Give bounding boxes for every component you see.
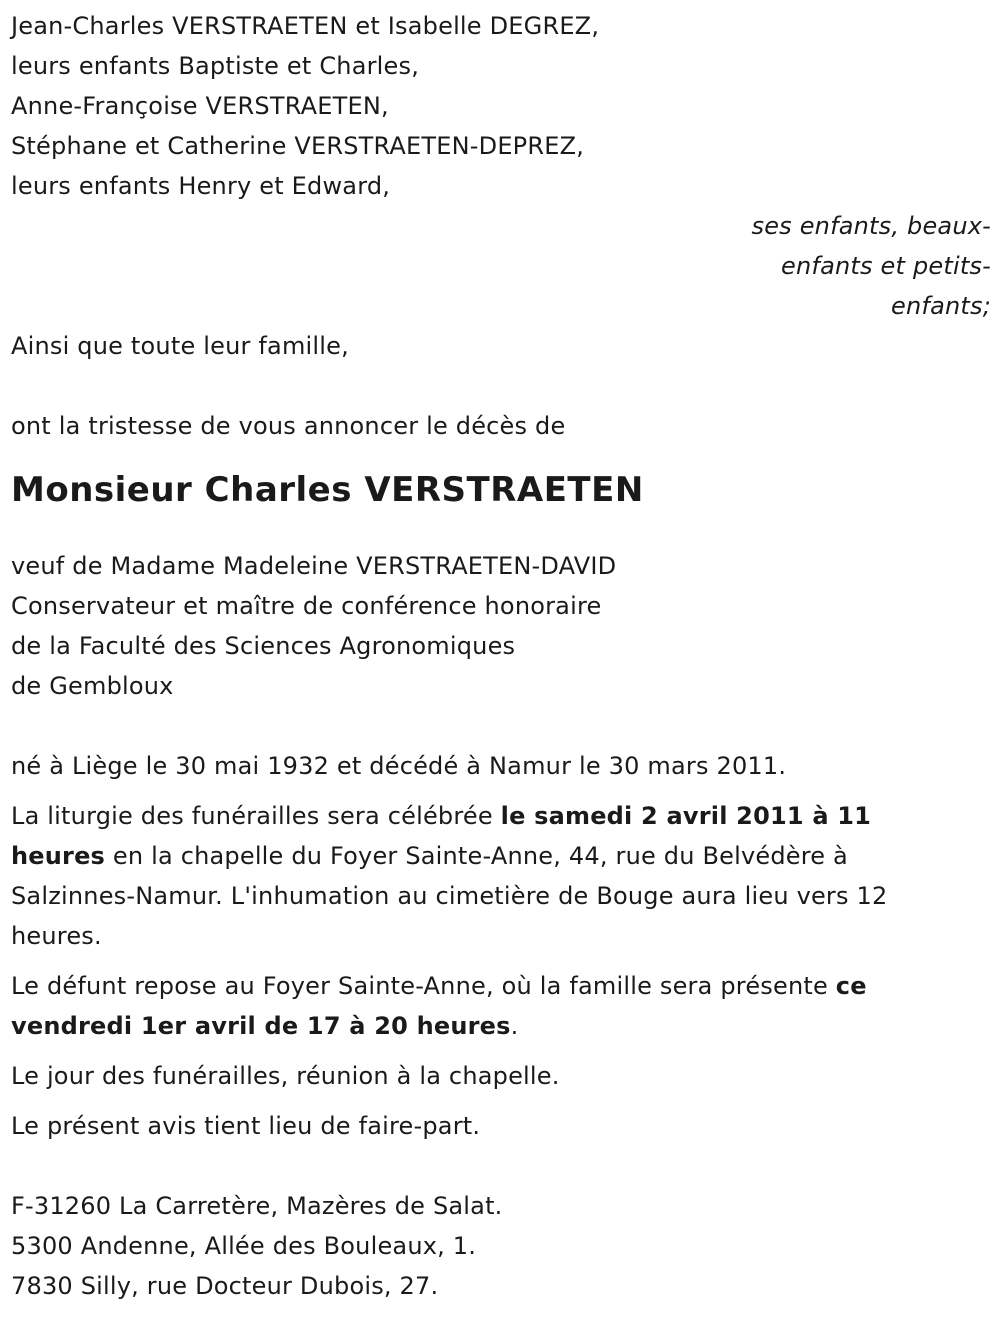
relation-note-line: enfants; <box>891 292 991 320</box>
family-line: leurs enfants Henry et Edward, <box>11 172 391 200</box>
deceased-details <box>11 546 991 706</box>
visitation-info <box>11 966 971 1046</box>
visitation-text: Le défunt repose au Foyer Sainte-Anne, où la famille sera présente <box>11 972 836 1000</box>
address-line: 5300 Andenne, Allée des Bouleaux, 1. <box>11 1232 477 1260</box>
family-line: leurs enfants Baptiste et Charles, <box>11 52 420 80</box>
funeral-info <box>11 796 971 956</box>
relation-note-line: enfants et petits- <box>781 252 991 280</box>
family-line: Anne-Françoise VERSTRAETEN, <box>11 92 389 120</box>
obituary-notice <box>11 6 991 1306</box>
relation-note-line: ses enfants, beaux- <box>751 212 991 240</box>
gathering-info: Le jour des funérailles, réunion à la chapelle. <box>11 1062 560 1090</box>
family-line: Jean-Charles VERSTRAETEN et Isabelle DEGREZ, <box>11 12 600 40</box>
detail-line: Conservateur et maître de conférence honoraire <box>11 592 602 620</box>
detail-line: de Gembloux <box>11 672 174 700</box>
extended-family: Ainsi que toute leur famille, <box>11 332 349 360</box>
announcement-text: ont la tristesse de vous annoncer le décès de <box>11 412 566 440</box>
funeral-text: en la chapelle du Foyer Sainte-Anne, 44, rue du Belvédère à Salzinnes-Namur. L'inhumation au cimetière de Bouge aura lieu vers 12 heures. <box>11 842 888 950</box>
visitation-text: . <box>510 1012 519 1040</box>
relation-note <box>11 206 991 326</box>
family-line: Stéphane et Catherine VERSTRAETEN-DEPREZ, <box>11 132 585 160</box>
detail-line: de la Faculté des Sciences Agronomiques <box>11 632 516 660</box>
birth-death: né à Liège le 30 mai 1932 et décédé à Namur le 30 mars 2011. <box>11 752 787 780</box>
family-list <box>11 6 991 206</box>
deceased-name: Monsieur Charles VERSTRAETEN <box>11 470 644 510</box>
address-line: 7830 Silly, rue Docteur Dubois, 27. <box>11 1272 439 1300</box>
notice-disclaimer: Le présent avis tient lieu de faire-part. <box>11 1112 481 1140</box>
addresses <box>11 1186 991 1306</box>
funeral-text: La liturgie des funérailles sera célébrée <box>11 802 501 830</box>
detail-line: veuf de Madame Madeleine VERSTRAETEN-DAVID <box>11 552 617 580</box>
address-line: F-31260 La Carretère, Mazères de Salat. <box>11 1192 503 1220</box>
visitation-date: ce vendredi 1er avril de 17 à 20 heures <box>11 972 867 1040</box>
funeral-date: le samedi 2 avril 2011 à 11 heures <box>11 802 872 870</box>
